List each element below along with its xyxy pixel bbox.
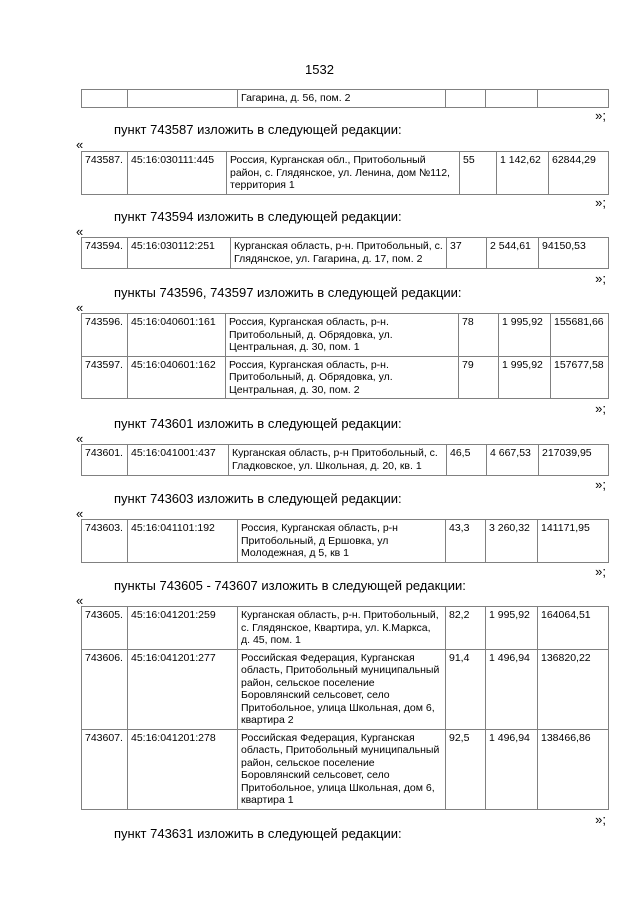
cell-rate: 1 142,62 — [497, 152, 549, 195]
cell-rate: 1 995,92 — [499, 356, 551, 399]
cell-cadastral: 45:16:041201:259 — [128, 607, 238, 650]
cell-area: 46,5 — [447, 445, 487, 476]
cell-area: 43,3 — [446, 520, 486, 563]
cell-number: 743596. — [82, 314, 128, 357]
section-heading: пункты 743596, 743597 изложить в следующей редакции: — [114, 285, 462, 300]
cell-number: 743606. — [82, 649, 128, 729]
cell-address: Курганская область, р-н Притобольный, с. Гладковское, ул. Школьная, д. 20, кв. 1 — [229, 445, 447, 476]
cell-rate: 1 496,94 — [486, 649, 538, 729]
cell-cadastral: 45:16:030112:251 — [128, 238, 231, 269]
table-row — [82, 649, 609, 729]
cell-address: Курганская область, р-н. Притобольный, с. Глядянское, ул. Гагарина, д. 17, пом. 2 — [231, 238, 447, 269]
table-row — [82, 520, 609, 563]
table-743601 — [81, 444, 609, 476]
cell-value: 62844,29 — [549, 152, 609, 195]
section-heading: пункт 743631 изложить в следующей редакции: — [114, 826, 402, 841]
cell-cadastral: 45:16:041001:437 — [128, 445, 229, 476]
cell-rate: 1 496,94 — [486, 729, 538, 809]
cell-area: 37 — [447, 238, 487, 269]
cell-value — [538, 90, 609, 108]
cell-address: Россия, Курганская область, р-н. Притобольный, д. Обрядовка, ул. Центральная, д. 30, пом. 2 — [226, 356, 459, 399]
cell-address: Российская Федерация, Курганская область, Притобольный муниципальный район, сельское поселение Боровлянский сельсовет, село Притобольное, улица Школьная, дом 6, квартира 2 — [238, 649, 446, 729]
cell-cadastral: 45:16:041201:278 — [128, 729, 238, 809]
open-quote: « — [76, 224, 84, 239]
cell-value: 94150,53 — [539, 238, 609, 269]
cell-address: Россия, Курганская область, р-н. Притобольный, д. Обрядовка, ул. Центральная, д. 30, пом. 1 — [226, 314, 459, 357]
cell-address: Российская Федерация, Курганская область, Притобольный муниципальный район, сельское поселение Боровлянский сельсовет, село Притобольное, улица Школьная, дом 6, квартира 1 — [238, 729, 446, 809]
table-row — [82, 356, 609, 399]
cell-cadastral — [128, 90, 238, 108]
cell-rate: 2 544,61 — [487, 238, 539, 269]
section-heading: пункты 743605 - 743607 изложить в следующей редакции: — [114, 578, 466, 593]
cell-value: 164064,51 — [538, 607, 609, 650]
cell-value: 136820,22 — [538, 649, 609, 729]
cell-area: 92,5 — [446, 729, 486, 809]
cell-number: 743603. — [82, 520, 128, 563]
cell-cadastral: 45:16:041101:192 — [128, 520, 238, 563]
cell-number: 743587. — [82, 152, 128, 195]
cell-area — [446, 90, 486, 108]
table-743594 — [81, 237, 609, 269]
open-quote: « — [76, 506, 84, 521]
section-heading: пункт 743594 изложить в следующей редакции: — [114, 209, 402, 224]
cell-cadastral: 45:16:040601:161 — [128, 314, 226, 357]
cell-rate: 3 260,32 — [486, 520, 538, 563]
open-quote: « — [76, 431, 84, 446]
cell-area: 82,2 — [446, 607, 486, 650]
table-row — [82, 729, 609, 809]
close-quote: »; — [595, 108, 606, 123]
cell-cadastral: 45:16:040601:162 — [128, 356, 226, 399]
table-row — [82, 238, 609, 269]
close-quote: »; — [595, 812, 606, 827]
cell-value: 155681,66 — [551, 314, 609, 357]
cell-area: 91,4 — [446, 649, 486, 729]
cell-value: 141171,95 — [538, 520, 609, 563]
cell-area: 79 — [459, 356, 499, 399]
cell-number: 743607. — [82, 729, 128, 809]
cell-number — [82, 90, 128, 108]
cell-number: 743601. — [82, 445, 128, 476]
cell-number: 743605. — [82, 607, 128, 650]
close-quote: »; — [595, 401, 606, 416]
open-quote: « — [76, 137, 84, 152]
cell-number: 743594. — [82, 238, 128, 269]
open-quote: « — [76, 300, 84, 315]
close-quote: »; — [595, 195, 606, 210]
table-row — [82, 314, 609, 357]
table-continuation — [81, 89, 609, 108]
cell-address: Гагарина, д. 56, пом. 2 — [238, 90, 446, 108]
table-743587 — [81, 151, 609, 195]
table-743596-743597 — [81, 313, 609, 399]
table-row — [82, 90, 609, 108]
cell-rate: 1 995,92 — [499, 314, 551, 357]
cell-rate — [486, 90, 538, 108]
section-heading: пункт 743603 изложить в следующей редакции: — [114, 491, 402, 506]
cell-address: Курганская область, р-н. Притобольный, с. Глядянское, Квартира, ул. К.Маркса, д. 45, пом. 1 — [238, 607, 446, 650]
close-quote: »; — [595, 271, 606, 286]
cell-rate: 4 667,53 — [487, 445, 539, 476]
cell-address: Россия, Курганская обл., Притобольный район, с. Глядянское, ул. Ленина, дом №112, территория 1 — [227, 152, 460, 195]
table-row — [82, 607, 609, 650]
cell-cadastral: 45:16:041201:277 — [128, 649, 238, 729]
cell-value: 138466,86 — [538, 729, 609, 809]
cell-rate: 1 995,92 — [486, 607, 538, 650]
section-heading: пункт 743587 изложить в следующей редакции: — [114, 122, 402, 137]
cell-value: 157677,58 — [551, 356, 609, 399]
cell-area: 55 — [460, 152, 497, 195]
table-row — [82, 445, 609, 476]
cell-address: Россия, Курганская область, р-н Притобольный, д Ершовка, ул Молодежная, д 5, кв 1 — [238, 520, 446, 563]
table-743605-743607 — [81, 606, 609, 810]
open-quote: « — [76, 593, 84, 608]
page-number: 1532 — [305, 62, 334, 77]
close-quote: »; — [595, 477, 606, 492]
cell-cadastral: 45:16:030111:445 — [128, 152, 227, 195]
close-quote: »; — [595, 564, 606, 579]
cell-number: 743597. — [82, 356, 128, 399]
cell-value: 217039,95 — [539, 445, 609, 476]
table-743603 — [81, 519, 609, 563]
section-heading: пункт 743601 изложить в следующей редакции: — [114, 416, 402, 431]
table-row — [82, 152, 609, 195]
cell-area: 78 — [459, 314, 499, 357]
